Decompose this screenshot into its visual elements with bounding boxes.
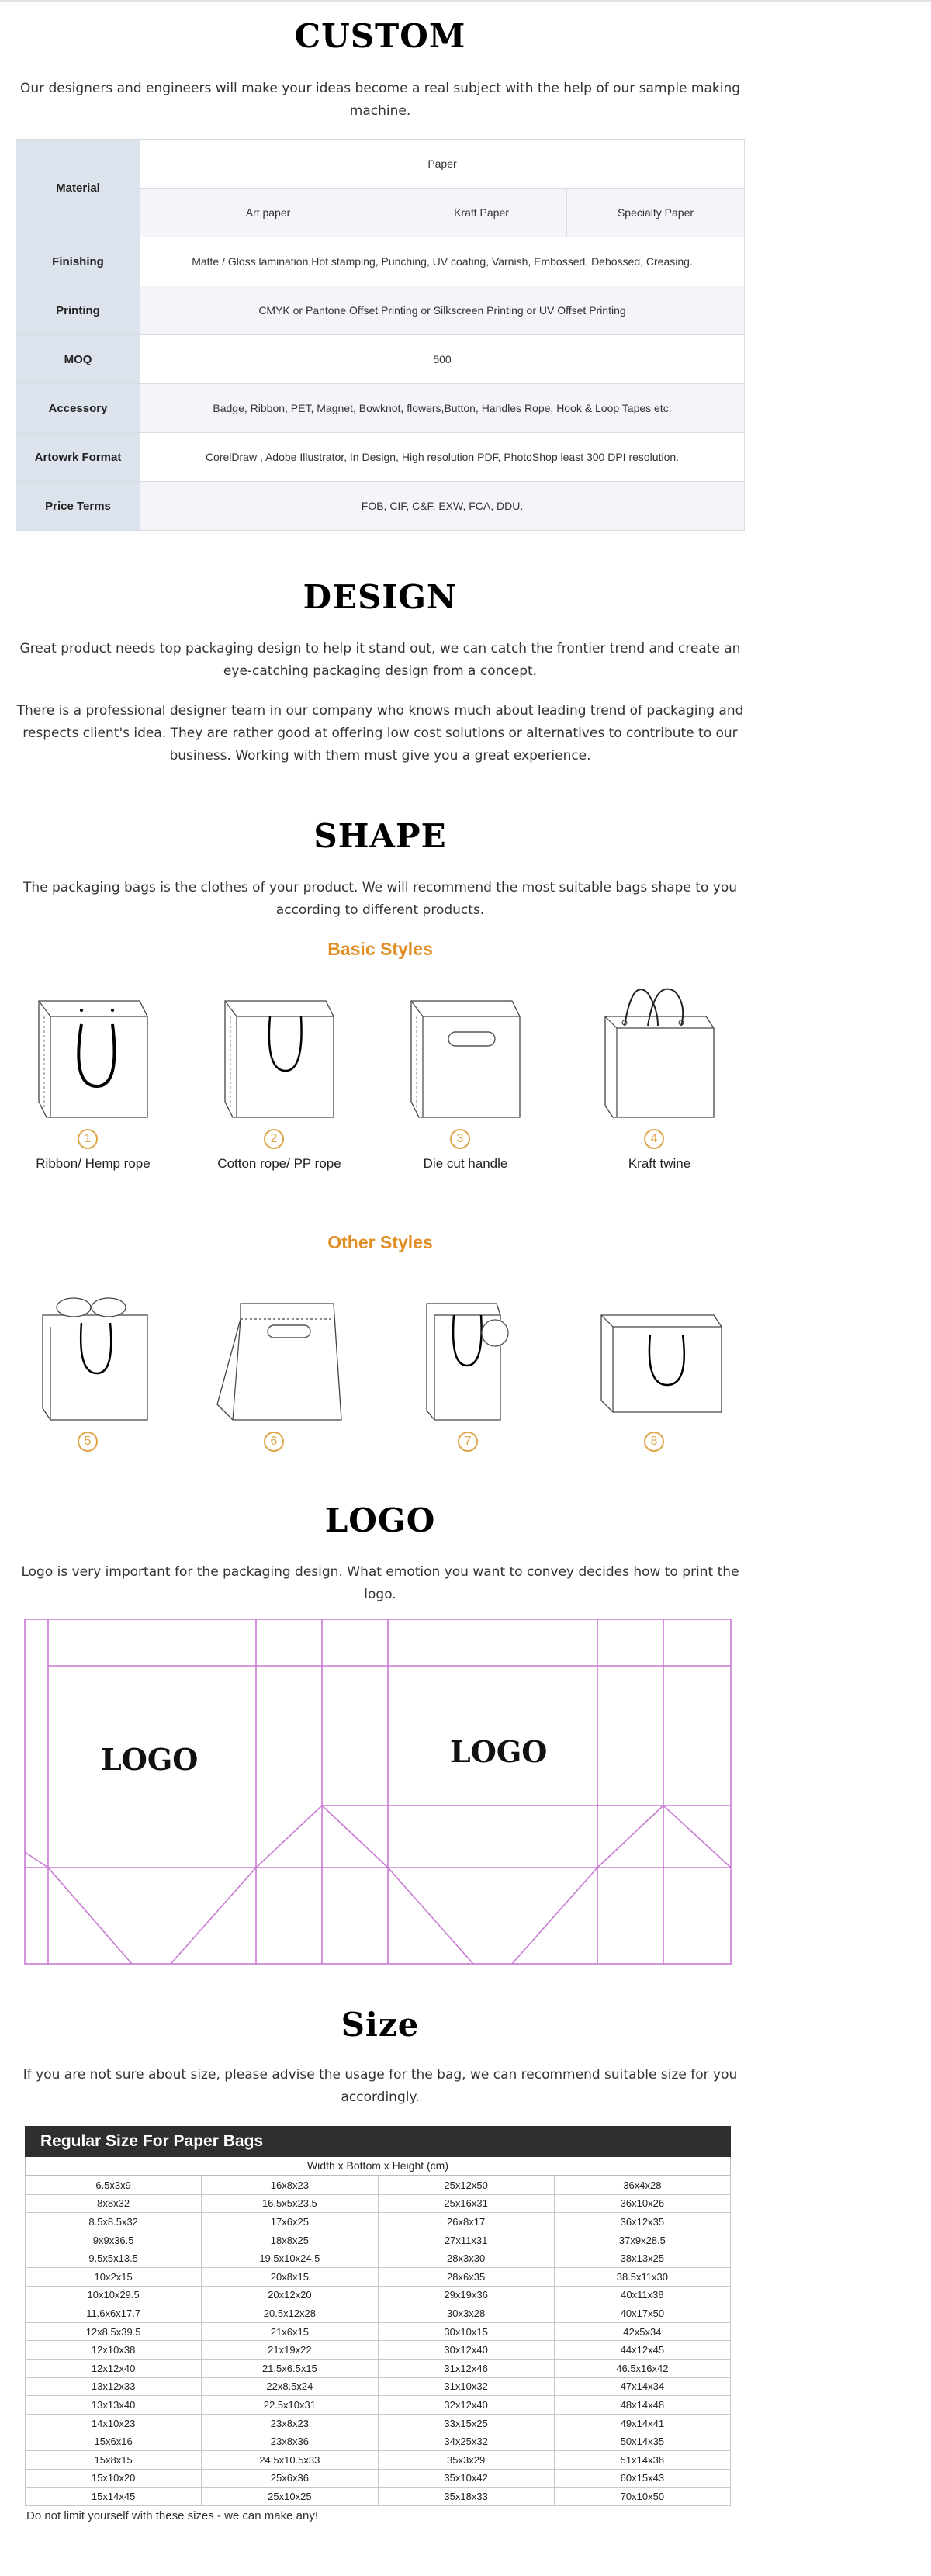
size-cell: 32x12x40 xyxy=(378,2396,554,2415)
size-row xyxy=(26,2359,731,2377)
bag-style-6 xyxy=(209,1272,349,1448)
bag-number-1: 1 xyxy=(78,1129,98,1149)
size-cell: 10x2x15 xyxy=(26,2267,202,2286)
bag-number-6: 6 xyxy=(264,1432,284,1452)
size-cell: 48x14x48 xyxy=(554,2396,730,2415)
ribbon-bag-illustration xyxy=(23,970,163,1125)
bag-style-7 xyxy=(403,1272,543,1448)
size-cell: 17x6x25 xyxy=(202,2213,378,2231)
material-label: Material xyxy=(16,140,140,237)
bag-style-5 xyxy=(23,1272,163,1448)
bag-caption-4: Kraft twine xyxy=(628,1156,691,1171)
size-table-subtitle: Width x Bottom x Height (cm) xyxy=(25,2157,731,2176)
size-row xyxy=(26,2322,731,2341)
design-title: DESIGN xyxy=(303,578,458,616)
dieline-svg xyxy=(23,1618,733,1967)
size-row xyxy=(26,2469,731,2488)
size-cell: 15x6x16 xyxy=(26,2432,202,2451)
size-cell: 21x6x15 xyxy=(202,2322,378,2341)
size-cell: 20x12x20 xyxy=(202,2286,378,2304)
size-cell: 21x19x22 xyxy=(202,2341,378,2360)
die-cut-bag-illustration xyxy=(396,970,535,1125)
size-cell: 50x14x35 xyxy=(554,2432,730,2451)
size-cell: 9.5x5x13.5 xyxy=(26,2249,202,2268)
material-value: Paper xyxy=(140,140,745,189)
size-cell: 44x12x45 xyxy=(554,2341,730,2360)
size-row xyxy=(26,2231,731,2249)
size-row xyxy=(26,2396,731,2415)
tag-bag-illustration xyxy=(403,1272,543,1428)
custom-title: CUSTOM xyxy=(294,17,466,55)
size-row xyxy=(26,2213,731,2231)
bag-number-2: 2 xyxy=(264,1129,284,1149)
size-cell: 33x15x25 xyxy=(378,2414,554,2432)
size-table-title: Regular Size For Paper Bags xyxy=(25,2126,731,2157)
material-type-kraft: Kraft Paper xyxy=(396,189,567,237)
bag-number-4: 4 xyxy=(644,1129,664,1149)
size-title: Size xyxy=(341,2006,420,2044)
size-intro: If you are not sure about size, please advise the usage for the bag, we can recommend suitable size for you accordingly. xyxy=(22,2067,738,2105)
bag-style-1 xyxy=(23,970,163,1171)
spec-table xyxy=(16,139,745,531)
size-row xyxy=(26,2432,731,2451)
bag-caption-3: Die cut handle xyxy=(423,1156,508,1171)
size-cell: 30x10x15 xyxy=(378,2322,554,2341)
size-cell: 25x10x25 xyxy=(202,2488,378,2506)
size-cell: 35x10x42 xyxy=(378,2469,554,2488)
material-type-art: Art paper xyxy=(140,189,396,237)
size-cell: 30x3x28 xyxy=(378,2304,554,2323)
size-cell: 38.5x11x30 xyxy=(554,2267,730,2286)
size-cell: 12x10x38 xyxy=(26,2341,202,2360)
size-cell: 12x8.5x39.5 xyxy=(26,2322,202,2341)
design-para-2: There is a professional designer team in our company who knows much about leading trend of packaging and respects client's idea. They are rather good at offering low cost solutions or alternatives to contribute to our business. Working with them must give you a great experience. xyxy=(16,703,744,763)
material-type-specialty: Specialty Paper xyxy=(567,189,745,237)
wide-bag-illustration xyxy=(590,1272,729,1428)
size-cell: 16x8x23 xyxy=(202,2176,378,2195)
size-cell: 9x9x36.5 xyxy=(26,2231,202,2249)
size-cell: 23x8x36 xyxy=(202,2432,378,2451)
size-cell: 28x6x35 xyxy=(378,2267,554,2286)
accessory-label: Accessory xyxy=(16,384,140,433)
size-cell: 8x8x32 xyxy=(26,2194,202,2213)
size-table-block xyxy=(25,2126,731,2522)
size-cell: 29x19x36 xyxy=(378,2286,554,2304)
size-cell: 16.5x5x23.5 xyxy=(202,2194,378,2213)
finishing-label: Finishing xyxy=(16,237,140,286)
logo-placeholder-right: LOGO xyxy=(450,1734,548,1769)
size-cell: 38x13x25 xyxy=(554,2249,730,2268)
shape-title: SHAPE xyxy=(313,817,447,855)
size-row xyxy=(26,2377,731,2396)
gusset-bag-illustration xyxy=(23,1272,163,1428)
basic-styles-title: Basic Styles xyxy=(327,939,433,959)
price-terms-label: Price Terms xyxy=(16,482,140,531)
size-row xyxy=(26,2341,731,2360)
bag-style-4 xyxy=(590,970,729,1171)
printing-value: CMYK or Pantone Offset Printing or Silkscreen Printing or UV Offset Printing xyxy=(140,286,745,335)
size-cell: 20.5x12x28 xyxy=(202,2304,378,2323)
size-cell: 18x8x25 xyxy=(202,2231,378,2249)
price-terms-value: FOB, CIF, C&F, EXW, FCA, DDU. xyxy=(140,482,745,531)
flap-bag-illustration xyxy=(209,1272,349,1428)
size-cell: 13x12x33 xyxy=(26,2377,202,2396)
size-row xyxy=(26,2194,731,2213)
size-row xyxy=(26,2249,731,2268)
bag-style-8 xyxy=(590,1272,729,1448)
size-cell: 24.5x10.5x33 xyxy=(202,2450,378,2469)
bag-number-7: 7 xyxy=(458,1432,478,1452)
bag-caption-2: Cotton rope/ PP rope xyxy=(217,1156,341,1171)
bag-number-5: 5 xyxy=(78,1432,98,1452)
size-cell: 22x8.5x24 xyxy=(202,2377,378,2396)
custom-intro: Our designers and engineers will make your ideas become a real subject with the help of our sample making machine. xyxy=(19,81,741,119)
size-cell: 12x12x40 xyxy=(26,2359,202,2377)
bag-style-3 xyxy=(396,970,535,1171)
size-cell: 26x8x17 xyxy=(378,2213,554,2231)
moq-label: MOQ xyxy=(16,335,140,384)
size-cell: 13x13x40 xyxy=(26,2396,202,2415)
size-row xyxy=(26,2176,731,2195)
size-cell: 14x10x23 xyxy=(26,2414,202,2432)
bag-number-3: 3 xyxy=(450,1129,470,1149)
size-cell: 31x12x46 xyxy=(378,2359,554,2377)
size-cell: 19.5x10x24.5 xyxy=(202,2249,378,2268)
size-cell: 36x10x26 xyxy=(554,2194,730,2213)
size-cell: 8.5x8.5x32 xyxy=(26,2213,202,2231)
size-cell: 36x4x28 xyxy=(554,2176,730,2195)
size-cell: 49x14x41 xyxy=(554,2414,730,2432)
size-row xyxy=(26,2286,731,2304)
size-cell: 40x11x38 xyxy=(554,2286,730,2304)
size-cell: 25x6x36 xyxy=(202,2469,378,2488)
size-cell: 11.6x6x17.7 xyxy=(26,2304,202,2323)
size-cell: 51x14x38 xyxy=(554,2450,730,2469)
size-cell: 60x15x43 xyxy=(554,2469,730,2488)
size-cell: 22.5x10x31 xyxy=(202,2396,378,2415)
size-cell: 15x10x20 xyxy=(26,2469,202,2488)
logo-placeholder-left: LOGO xyxy=(101,1742,199,1777)
top-divider xyxy=(0,0,931,2)
size-cell: 27x11x31 xyxy=(378,2231,554,2249)
shape-intro: The packaging bags is the clothes of your product. We will recommend the most suitable bags shape to you according to different products. xyxy=(22,880,737,918)
size-cell: 31x10x32 xyxy=(378,2377,554,2396)
accessory-value: Badge, Ribbon, PET, Magnet, Bowknot, flowers,Button, Handles Rope, Hook & Loop Tapes etc. xyxy=(140,384,745,433)
printing-label: Printing xyxy=(16,286,140,335)
bag-styles-panel xyxy=(16,939,745,1474)
cotton-rope-bag-illustration xyxy=(209,970,349,1125)
size-cell: 40x17x50 xyxy=(554,2304,730,2323)
size-cell: 30x12x40 xyxy=(378,2341,554,2360)
size-cell: 37x9x28.5 xyxy=(554,2231,730,2249)
size-row xyxy=(26,2267,731,2286)
size-row xyxy=(26,2488,731,2506)
size-cell: 35x18x33 xyxy=(378,2488,554,2506)
logo-intro: Logo is very important for the packaging design. What emotion you want to convey decides how to print the logo. xyxy=(21,1564,739,1602)
kraft-twine-bag-illustration xyxy=(590,970,729,1125)
size-row xyxy=(26,2304,731,2323)
bag-style-2 xyxy=(209,970,349,1171)
finishing-value: Matte / Gloss lamination,Hot stamping, Punching, UV coating, Varnish, Embossed, Debossed, Creasing. xyxy=(140,237,745,286)
size-cell: 35x3x29 xyxy=(378,2450,554,2469)
size-cell: 46.5x16x42 xyxy=(554,2359,730,2377)
size-cell: 70x10x50 xyxy=(554,2488,730,2506)
bag-dieline-diagram xyxy=(23,1618,733,1967)
other-styles-title: Other Styles xyxy=(327,1232,433,1252)
size-cell: 21.5x6.5x15 xyxy=(202,2359,378,2377)
size-cell: 10x10x29.5 xyxy=(26,2286,202,2304)
bag-caption-1: Ribbon/ Hemp rope xyxy=(36,1156,151,1171)
artwork-value: CorelDraw , Adobe Illustrator, In Design, High resolution PDF, PhotoShop least 300 DPI resolution. xyxy=(140,433,745,482)
size-cell: 34x25x32 xyxy=(378,2432,554,2451)
size-cell: 28x3x30 xyxy=(378,2249,554,2268)
size-cell: 42x5x34 xyxy=(554,2322,730,2341)
moq-value: 500 xyxy=(140,335,745,384)
size-cell: 23x8x23 xyxy=(202,2414,378,2432)
size-cell: 20x8x15 xyxy=(202,2267,378,2286)
size-cell: 6.5x3x9 xyxy=(26,2176,202,2195)
size-row xyxy=(26,2414,731,2432)
size-cell: 15x14x45 xyxy=(26,2488,202,2506)
bag-number-8: 8 xyxy=(644,1432,664,1452)
size-cell: 25x12x50 xyxy=(378,2176,554,2195)
size-table xyxy=(25,2176,731,2506)
logo-title: LOGO xyxy=(324,1501,436,1539)
size-cell: 47x14x34 xyxy=(554,2377,730,2396)
size-cell: 25x16x31 xyxy=(378,2194,554,2213)
size-cell: 36x12x35 xyxy=(554,2213,730,2231)
artwork-label: Artowrk Format xyxy=(16,433,140,482)
size-cell: 15x8x15 xyxy=(26,2450,202,2469)
size-row xyxy=(26,2450,731,2469)
size-note: Do not limit yourself with these sizes - we can make any! xyxy=(26,2508,318,2522)
design-para-1: Great product needs top packaging design to help it stand out, we can catch the frontier trend and create an eye-catching packaging design from a concept. xyxy=(19,641,741,679)
